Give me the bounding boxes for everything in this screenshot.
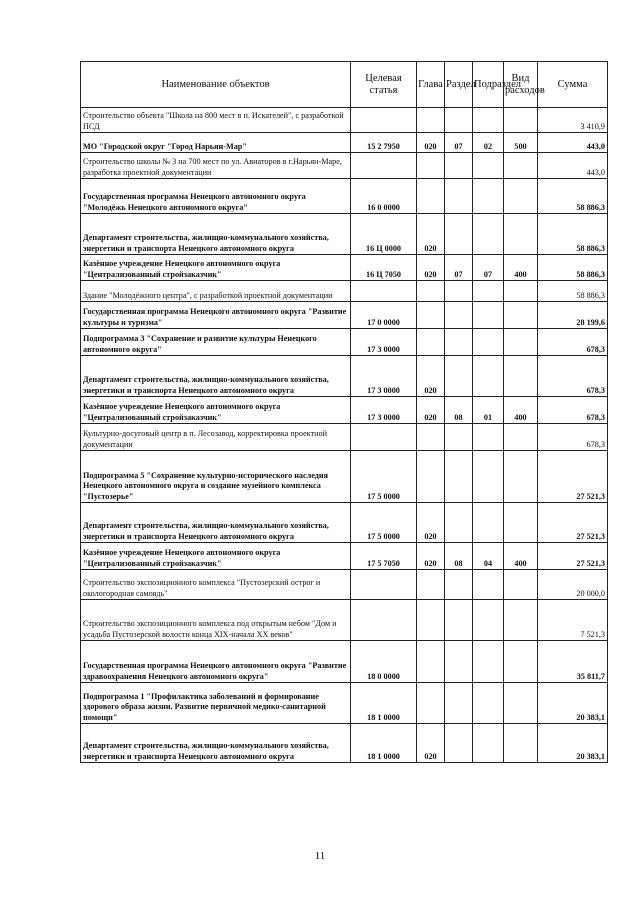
row-name: Государственная программа Ненецкого автономного округа "Развитие культуры и туризма" [81, 302, 351, 329]
row-sum: 27 521,3 [538, 451, 608, 503]
row-chapter [417, 641, 445, 683]
row-sum: 58 886,3 [538, 255, 608, 281]
row-subsection [473, 153, 504, 179]
row-chapter [417, 329, 445, 356]
row-sum: 58 886,3 [538, 281, 608, 302]
row-chapter: 020 [417, 397, 445, 424]
row-target: 18 1 0000 [351, 683, 417, 724]
row-sum: 28 199,6 [538, 302, 608, 329]
header-sum: Сумма [538, 62, 608, 108]
row-name: Казённое учреждение Ненецкого автономного округа "Централизованный стройзаказчик" [81, 255, 351, 281]
table-row [81, 214, 608, 255]
row-chapter [417, 683, 445, 724]
row-chapter [417, 570, 445, 600]
row-section [445, 683, 473, 724]
row-name: Здание "Молодёжного центра", с разработкой проектной документации [81, 281, 351, 302]
row-section [445, 600, 473, 641]
row-name: Департамент строительства, жилищно-коммунального хозяйства, энергетики и транспорта Ненецкого автономного округа [81, 503, 351, 543]
row-name: Казённое учреждение Ненецкого автономного округа "Централизованный стройзаказчик" [81, 397, 351, 424]
row-section [445, 108, 473, 133]
page-number: 11 [314, 850, 326, 862]
row-subsection [473, 570, 504, 600]
header-name: Наименование объектов [81, 62, 351, 108]
row-target: 18 1 0000 [351, 724, 417, 763]
row-target: 17 5 0000 [351, 451, 417, 503]
row-section [445, 724, 473, 763]
row-subsection [473, 179, 504, 214]
row-name: Подпрограмма 5 "Сохранение культурно-исторического наследия Ненецкого автономного округа и создание музейного комплекса "Пустозерье" [81, 451, 351, 503]
row-section [445, 214, 473, 255]
row-name: Строительство экспозиционного комплекса под открытым небом "Дом и усадьба Пустозерской волости конца XIX-начала XX веков" [81, 600, 351, 641]
row-sum: 20 000,0 [538, 570, 608, 600]
row-chapter [417, 451, 445, 503]
row-section [445, 302, 473, 329]
row-sum: 27 521,3 [538, 503, 608, 543]
row-expense-type [504, 683, 538, 724]
row-target: 16 0 0000 [351, 179, 417, 214]
row-expense-type [504, 424, 538, 451]
row-name: Строительство экспозиционного комплекса "Пустозерский острог и окологородная самоядь" [81, 570, 351, 600]
row-expense-type [504, 724, 538, 763]
row-section: 08 [445, 543, 473, 570]
row-subsection [473, 600, 504, 641]
row-expense-type [504, 179, 538, 214]
row-expense-type [504, 451, 538, 503]
row-expense-type: 500 [504, 133, 538, 153]
table-row [81, 724, 608, 763]
row-subsection [473, 281, 504, 302]
table-row [81, 356, 608, 397]
row-name: МО "Городской округ "Город Нарьян-Мар" [81, 133, 351, 153]
row-subsection [473, 503, 504, 543]
row-chapter: 020 [417, 255, 445, 281]
row-target: 17 3 0000 [351, 329, 417, 356]
row-target: 16 Ц 0000 [351, 214, 417, 255]
table-row [81, 503, 608, 543]
table-row [81, 424, 608, 451]
row-subsection [473, 302, 504, 329]
table-row [81, 451, 608, 503]
table-row [81, 108, 608, 133]
row-section [445, 570, 473, 600]
row-subsection [473, 356, 504, 397]
row-expense-type [504, 356, 538, 397]
table-row [81, 543, 608, 570]
row-sum: 678,3 [538, 397, 608, 424]
row-target: 17 5 0000 [351, 503, 417, 543]
table-row [81, 179, 608, 214]
row-sum: 678,3 [538, 424, 608, 451]
row-target [351, 424, 417, 451]
row-subsection [473, 424, 504, 451]
table-row [81, 255, 608, 281]
row-sum: 58 886,3 [538, 214, 608, 255]
row-sum: 7 521,3 [538, 600, 608, 641]
row-section [445, 451, 473, 503]
row-target: 17 3 0000 [351, 397, 417, 424]
table-header-row [81, 62, 608, 108]
row-expense-type [504, 329, 538, 356]
row-section [445, 356, 473, 397]
row-name: Государственная программа Ненецкого автономного округа "Развитие здравоохранения Ненецкого автономного округа" [81, 641, 351, 683]
budget-table [80, 61, 608, 763]
row-expense-type: 400 [504, 255, 538, 281]
row-target [351, 600, 417, 641]
row-sum: 3 410,9 [538, 108, 608, 133]
row-sum: 20 383,1 [538, 724, 608, 763]
header-subsection: Подраздел [473, 62, 504, 108]
row-expense-type [504, 600, 538, 641]
row-sum: 443,0 [538, 133, 608, 153]
table-row [81, 302, 608, 329]
row-chapter: 020 [417, 214, 445, 255]
row-expense-type [504, 641, 538, 683]
row-expense-type [504, 108, 538, 133]
row-sum: 35 811,7 [538, 641, 608, 683]
row-subsection [473, 108, 504, 133]
row-chapter: 020 [417, 724, 445, 763]
row-sum: 58 886,3 [538, 179, 608, 214]
row-name: Государственная программа Ненецкого автономного округа "Молодёжь Ненецкого автономного округа" [81, 179, 351, 214]
row-subsection [473, 451, 504, 503]
row-chapter [417, 424, 445, 451]
table-row [81, 153, 608, 179]
row-name: Культурно-досуговый центр в п. Лесозавод, корректировка проектной документации [81, 424, 351, 451]
table-row [81, 641, 608, 683]
row-name: Казённое учреждение Ненецкого автономного округа "Централизованный стройзаказчик" [81, 543, 351, 570]
row-target: 17 0 0000 [351, 302, 417, 329]
row-expense-type [504, 153, 538, 179]
row-name: Подпрограмма 1 "Профилактика заболеваний и формирование здорового образа жизни. Развитие первичной медико-санитарной помощи" [81, 683, 351, 724]
row-expense-type [504, 214, 538, 255]
row-target: 16 Ц 7050 [351, 255, 417, 281]
table-row [81, 570, 608, 600]
row-target: 17 3 0000 [351, 356, 417, 397]
row-sum: 20 383,1 [538, 683, 608, 724]
row-chapter [417, 153, 445, 179]
row-subsection [473, 214, 504, 255]
row-target [351, 153, 417, 179]
header-section: Раздел [445, 62, 473, 108]
row-chapter [417, 600, 445, 641]
row-section [445, 424, 473, 451]
row-expense-type: 400 [504, 397, 538, 424]
row-subsection [473, 641, 504, 683]
row-name: Строительство объекта "Школа на 800 мест в п. Искателей", с разработкой ПСД [81, 108, 351, 133]
table-row [81, 683, 608, 724]
header-chapter: Глава [417, 62, 445, 108]
row-chapter [417, 108, 445, 133]
row-sum: 678,3 [538, 329, 608, 356]
row-chapter: 020 [417, 543, 445, 570]
row-expense-type [504, 302, 538, 329]
row-subsection [473, 724, 504, 763]
row-target [351, 108, 417, 133]
row-expense-type [504, 503, 538, 543]
row-chapter: 020 [417, 503, 445, 543]
table-row [81, 281, 608, 302]
row-name: Подпрограмма 3 "Сохранение и развитие культуры Ненецкого автономного округа" [81, 329, 351, 356]
row-section [445, 641, 473, 683]
row-sum: 678,3 [538, 356, 608, 397]
row-target [351, 281, 417, 302]
row-expense-type: 400 [504, 543, 538, 570]
row-subsection: 01 [473, 397, 504, 424]
row-section [445, 179, 473, 214]
row-section: 08 [445, 397, 473, 424]
header-expense-type: Вид расходов [504, 62, 538, 108]
row-subsection: 02 [473, 133, 504, 153]
row-name: Департамент строительства, жилищно-коммунального хозяйства, энергетики и транспорта Ненецкого автономного округа [81, 356, 351, 397]
row-section [445, 281, 473, 302]
row-sum: 27 521,3 [538, 543, 608, 570]
row-name: Департамент строительства, жилищно-коммунального хозяйства, энергетики и транспорта Ненецкого автономного округа [81, 214, 351, 255]
table-row [81, 133, 608, 153]
header-target: Целевая статья [351, 62, 417, 108]
row-name: Департамент строительства, жилищно-коммунального хозяйства, энергетики и транспорта Ненецкого автономного округа [81, 724, 351, 763]
row-expense-type [504, 570, 538, 600]
row-subsection: 04 [473, 543, 504, 570]
table-row [81, 397, 608, 424]
row-target: 18 0 0000 [351, 641, 417, 683]
row-section: 07 [445, 255, 473, 281]
row-subsection [473, 329, 504, 356]
row-chapter: 020 [417, 133, 445, 153]
row-subsection [473, 683, 504, 724]
row-section [445, 503, 473, 543]
row-chapter [417, 281, 445, 302]
row-target: 17 5 7050 [351, 543, 417, 570]
table-row [81, 600, 608, 641]
row-target: 15 2 7950 [351, 133, 417, 153]
row-target [351, 570, 417, 600]
table-row [81, 329, 608, 356]
row-expense-type [504, 281, 538, 302]
row-chapter: 020 [417, 356, 445, 397]
row-subsection: 07 [473, 255, 504, 281]
row-sum: 443,0 [538, 153, 608, 179]
row-chapter [417, 302, 445, 329]
row-section [445, 329, 473, 356]
row-name: Строительство школы № 3 на 700 мест по ул. Авиаторов в г.Нарьян-Маре, разработка проектной документации [81, 153, 351, 179]
row-section [445, 153, 473, 179]
row-chapter [417, 179, 445, 214]
row-section: 07 [445, 133, 473, 153]
